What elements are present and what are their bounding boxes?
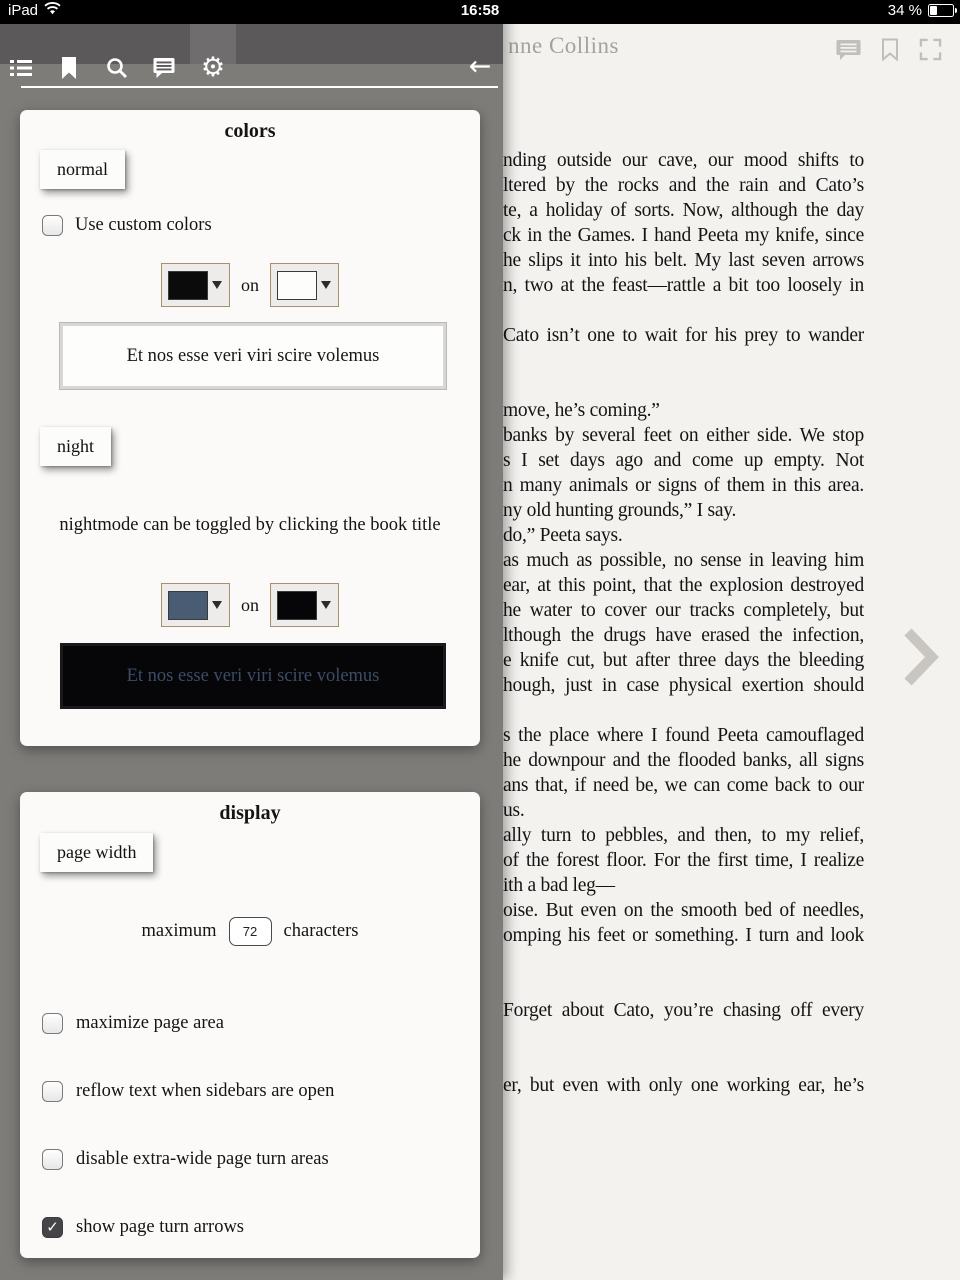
book-line: he slips it into his belt. My last seven arrows [503, 250, 864, 271]
settings-gear-icon[interactable]: ⚙ [200, 52, 226, 83]
clock: 16:58 [460, 2, 500, 19]
book-line: lthough the drugs have erased the infection, [503, 625, 864, 646]
book-line: Forget about Cato, you’re chasing off every [503, 1000, 864, 1021]
colors-card [20, 110, 480, 746]
normal-theme-button[interactable]: normal [40, 150, 125, 189]
page-turn-arrow[interactable] [903, 628, 939, 691]
night-bg-swatch [277, 591, 317, 620]
normal-fg-swatch [168, 271, 208, 300]
use-custom-colors-row[interactable] [42, 215, 212, 236]
max-characters-input[interactable]: 72 [229, 917, 272, 946]
book-line: us. [503, 800, 525, 821]
display-option-row[interactable] [42, 1010, 334, 1036]
book-line [503, 373, 864, 398]
maximum-label: maximum [141, 921, 217, 941]
use-custom-colors-label: Use custom colors [75, 215, 212, 235]
carrier-label: iPad [8, 2, 39, 19]
option-label: show page turn arrows [76, 1216, 244, 1237]
normal-preview: Et nos esse veri viri scire volemus [60, 323, 446, 389]
book-line: e knife cut, but after three days the bleeding [503, 650, 864, 671]
use-custom-colors-checkbox[interactable] [42, 215, 63, 236]
display-option-row[interactable] [42, 1146, 334, 1172]
book-line: ny old hunting grounds,” I say. [503, 500, 737, 521]
book-line: banks by several feet on either side. We stop [503, 425, 864, 446]
book-line: move, he’s coming.” [503, 400, 660, 421]
book-line: omping his feet or something. I turn and look [503, 925, 864, 946]
battery-icon [928, 4, 954, 17]
book-line: n, two at the feast—rattle a bit too loosely in [503, 275, 864, 296]
book-line [503, 1048, 864, 1073]
battery-fill [930, 6, 937, 15]
toc-list-icon[interactable] [9, 56, 33, 80]
checkbox-unchecked[interactable] [42, 1081, 63, 1102]
book-line: ith a bad leg— [503, 875, 615, 896]
book-line: hough, just in case physical exertion should [503, 675, 864, 696]
book-line: nding outside our cave, our mood shifts to [503, 150, 864, 171]
night-fg-dropdown[interactable] [161, 583, 230, 627]
normal-bg-dropdown[interactable] [270, 263, 339, 307]
book-line: do,” Peeta says. [503, 525, 623, 546]
display-options [42, 1010, 334, 1280]
book-line: ans that, if need be, we can come back to our [503, 775, 864, 796]
book-line [503, 298, 864, 323]
back-arrow-icon[interactable]: ← [468, 51, 492, 82]
book-line: oise. But even on the smooth bed of needles, [503, 900, 864, 921]
status-bar [0, 0, 960, 24]
fullscreen-icon[interactable] [919, 38, 942, 66]
book-line: he downpour and the flooded banks, all signs [503, 750, 864, 771]
book-text [503, 148, 864, 1098]
characters-label: characters [283, 921, 359, 941]
checkbox-unchecked[interactable] [42, 1013, 63, 1034]
night-mode-note: nightmode can be toggled by clicking the book title [59, 515, 441, 535]
display-card-title: display [219, 802, 281, 824]
night-preview: Et nos esse veri viri scire volemus [60, 643, 446, 709]
book-line: as much as possible, no sense in leaving him [503, 550, 864, 571]
book-line: ck in the Games. I hand Peeta my knife, since [503, 225, 864, 246]
page-header-icons [836, 38, 942, 66]
option-label: disable extra-wide page turn areas [76, 1148, 329, 1169]
bookmark-icon[interactable] [57, 56, 81, 80]
book-line: n many animals or signs of them in this area. [503, 475, 864, 496]
max-characters-row [20, 917, 480, 946]
normal-bg-swatch [277, 271, 317, 300]
normal-fg-dropdown[interactable] [161, 263, 230, 307]
checkbox-unchecked[interactable] [42, 1149, 63, 1170]
book-line: s the place where I found Peeta camouflaged [503, 725, 864, 746]
book-line [503, 698, 864, 723]
battery-percent: 34 % [887, 2, 922, 19]
on-label: on [241, 594, 259, 615]
chevron-down-icon [212, 601, 222, 609]
option-label: maximize page area [76, 1012, 224, 1033]
book-line [503, 973, 864, 998]
night-bg-dropdown[interactable] [270, 583, 339, 627]
display-option-row[interactable] [42, 1214, 334, 1240]
toolbar-underline [21, 86, 498, 88]
book-line [503, 348, 864, 373]
book-line: te, a holiday of sorts. Now, although the day [503, 200, 864, 221]
bookmark-icon[interactable] [881, 38, 899, 66]
book-line: ally turn to pebbles, and then, to my relief, [503, 825, 864, 846]
book-line [503, 948, 864, 973]
book-title[interactable]: nne Collins [508, 33, 619, 58]
book-line: ltered by the rocks and the rain and Cato’s [503, 175, 864, 196]
night-theme-button[interactable]: night [40, 427, 111, 466]
annotations-icon[interactable] [152, 56, 176, 80]
display-option-row[interactable] [42, 1078, 334, 1104]
on-label: on [241, 274, 259, 295]
display-card [20, 792, 480, 1258]
book-line: er, but even with only one working ear, he’s [503, 1075, 864, 1096]
checkbox-checked[interactable] [42, 1217, 63, 1238]
chevron-down-icon [321, 281, 331, 289]
book-line: of the forest floor. For the first time, I realize [503, 850, 864, 871]
chevron-down-icon [212, 281, 222, 289]
search-icon[interactable] [105, 56, 129, 80]
annotations-icon[interactable] [836, 39, 861, 65]
book-line: Cato isn’t one to wait for his prey to wander [503, 325, 864, 346]
book-line: he water to cover our tracks completely, but [503, 600, 864, 621]
page-width-button[interactable]: page width [40, 833, 153, 872]
colors-card-title: colors [224, 120, 276, 142]
book-line: ear, at this point, that the explosion destroyed [503, 575, 864, 596]
option-label: reflow text when sidebars are open [76, 1080, 335, 1101]
book-line: s I set days ago and come up empty. Not [503, 450, 864, 471]
book-line [503, 1023, 864, 1048]
reader-toolbar [0, 24, 503, 83]
normal-color-pickers [20, 263, 480, 307]
night-color-pickers [20, 583, 480, 627]
night-fg-swatch [168, 591, 208, 620]
chevron-down-icon [321, 601, 331, 609]
